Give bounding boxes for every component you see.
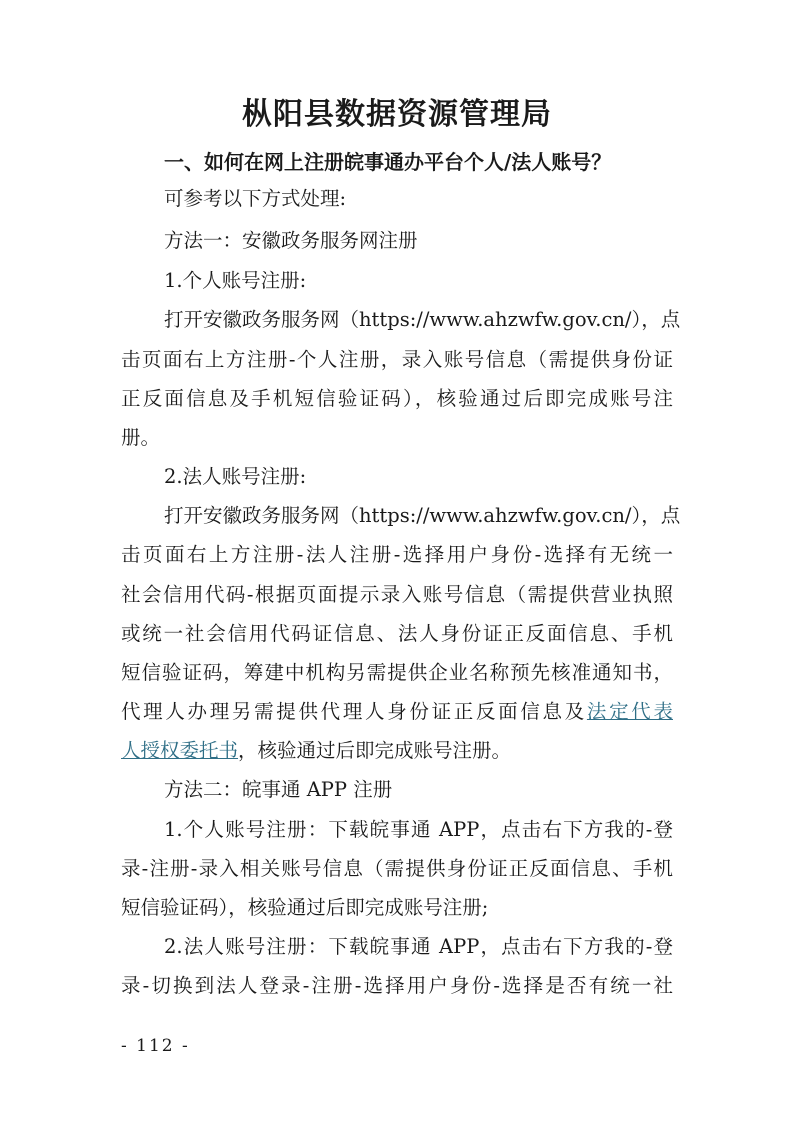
m1-legal-line-2: 击页面右上方注册-法人注册-选择用户身份-选择有无统一: [121, 543, 673, 566]
m2-personal-line-2: 录-注册-录入相关账号信息（需提供身份证正反面信息、手机: [121, 857, 673, 880]
m2-personal-line-3: 短信验证码），核验通过后即完成账号注册;: [121, 896, 489, 919]
m1-personal-title: 1.个人账号注册:: [164, 269, 307, 292]
page-number: - 112 -: [121, 1036, 190, 1056]
m1-legal-line-3: 社会信用代码-根据页面提示录入账号信息（需提供营业执照: [121, 583, 673, 606]
intro-paragraph: 可参考以下方式处理:: [164, 187, 347, 210]
document-title: 枞阳县数据资源管理局: [242, 97, 552, 132]
m1-personal-line-1: 打开安徽政务服务网（https://www.ahzwfw.gov.cn/），点: [164, 308, 681, 331]
m1-personal-line-4: 册。: [121, 426, 161, 449]
m1-legal-line-6-text: 代理人办理另需提供代理人身份证正反面信息及: [121, 700, 587, 723]
m1-legal-title: 2.法人账号注册:: [164, 465, 307, 488]
authorization-letter-link[interactable]: 法定代表: [586, 700, 673, 723]
m1-personal-line-2: 击页面右上方注册-个人注册，录入账号信息（需提供身份证: [121, 348, 673, 371]
m1-legal-line-5: 短信验证码，筹建中机构另需提供企业名称预先核准通知书，: [121, 661, 673, 684]
method1-title: 方法一：安徽政务服务网注册: [164, 229, 418, 252]
m2-personal-line-1: 1.个人账号注册：下载皖事通 APP，点击右下方我的-登: [164, 818, 673, 841]
m1-personal-line-3: 正反面信息及手机短信验证码），核验通过后即完成账号注: [121, 387, 673, 410]
section-heading: 一、如何在网上注册皖事通办平台个人/法人账号？: [164, 150, 612, 174]
authorization-letter-link-cont[interactable]: 人授权委托书: [121, 739, 239, 762]
m1-legal-line-7-text: ，核验通过后即完成账号注册。: [238, 739, 512, 762]
m1-legal-line-7: [121, 733, 511, 769]
m2-legal-line-1: 2.法人账号注册：下载皖事通 APP，点击右下方我的-登: [164, 935, 673, 958]
m1-legal-line-6: [121, 694, 673, 730]
m2-legal-line-2: 录-切换到法人登录-注册-选择用户身份-选择是否有统一社: [121, 974, 673, 997]
m1-legal-line-4: 或统一社会信用代码证信息、法人身份证正反面信息、手机: [121, 622, 673, 645]
m1-legal-line-1: 打开安徽政务服务网（https://www.ahzwfw.gov.cn/），点: [164, 504, 681, 527]
method2-title: 方法二：皖事通 APP 注册: [164, 778, 393, 801]
